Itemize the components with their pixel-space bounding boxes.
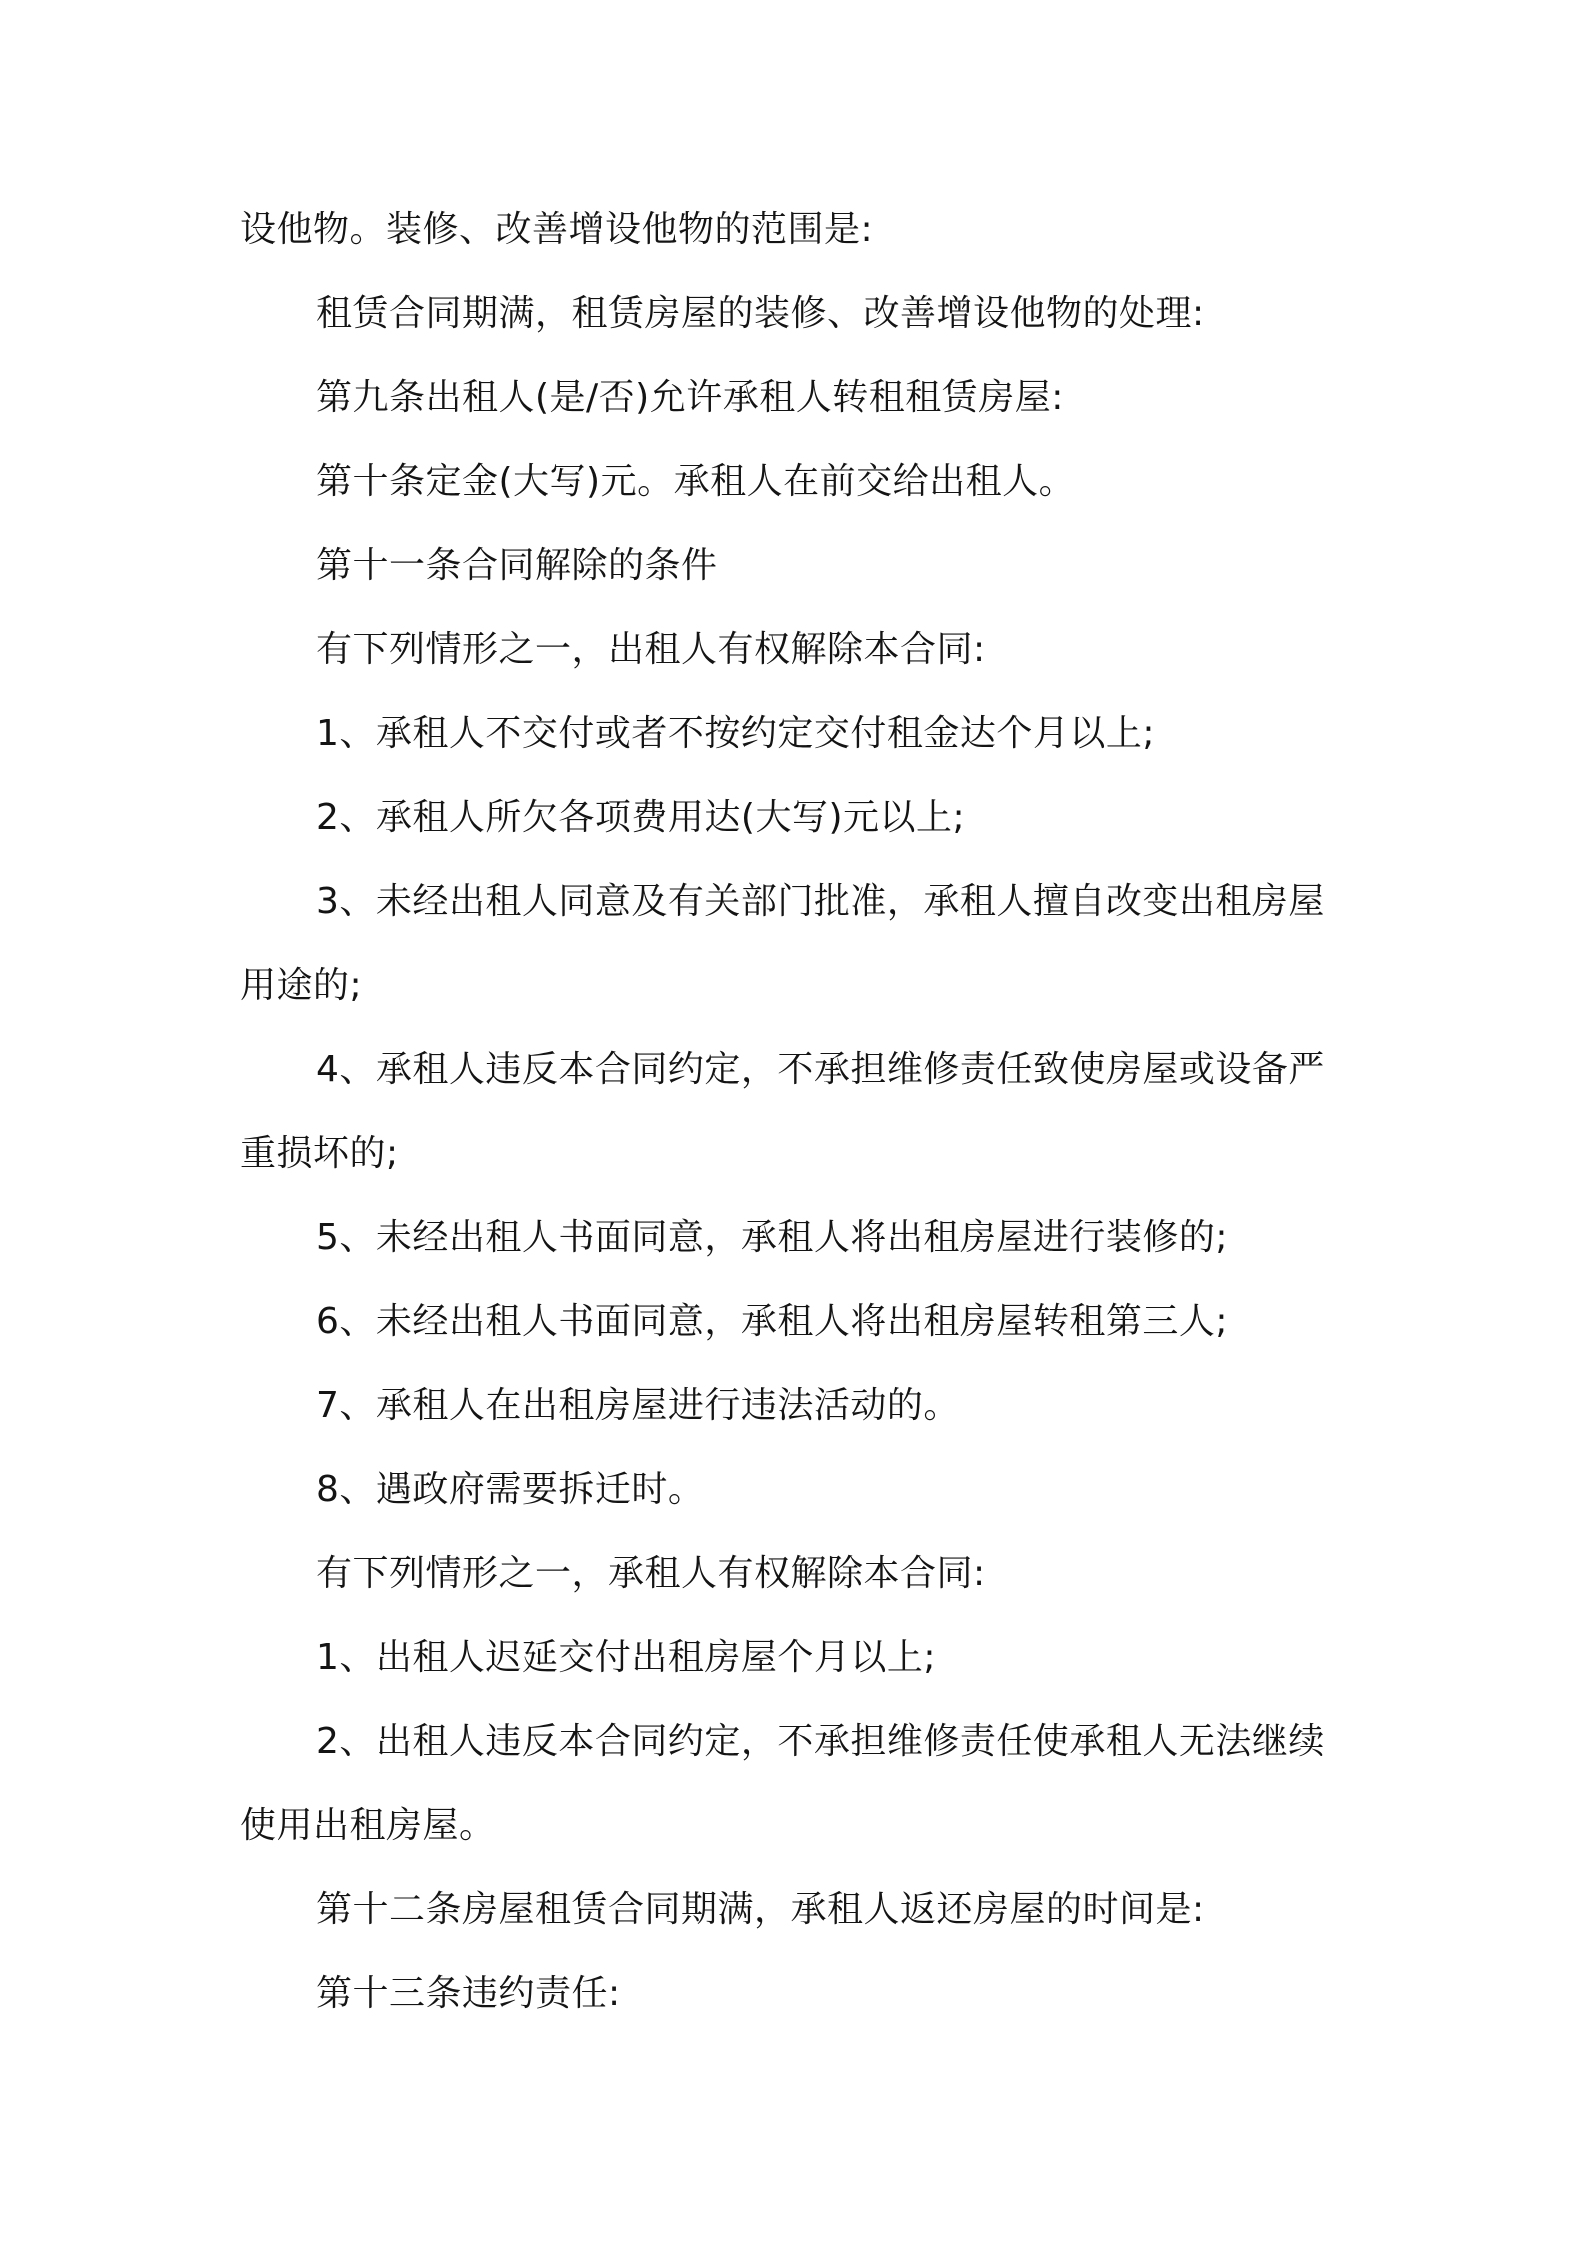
list-item: 7、承租人在出租房屋进行违法活动的。 bbox=[316, 1385, 960, 1426]
text-line: 设他物。装修、改善增设他物的范围是: bbox=[240, 209, 874, 250]
list-item: 6、未经出租人书面同意，承租人将出租房屋转租第三人; bbox=[316, 1301, 1229, 1342]
list-item: 5、未经出租人书面同意，承租人将出租房屋进行装修的; bbox=[316, 1217, 1229, 1258]
list-item-continuation: 重损坏的; bbox=[240, 1133, 399, 1174]
section-heading: 第十二条房屋租赁合同期满，承租人返还房屋的时间是: bbox=[316, 1889, 1205, 1930]
list-item: 1、出租人迟延交付出租房屋个月以上; bbox=[316, 1637, 937, 1678]
text-line: 租赁合同期满，租赁房屋的装修、改善增设他物的处理: bbox=[316, 293, 1205, 334]
section-heading: 第十一条合同解除的条件 bbox=[316, 545, 718, 586]
text-line: 有下列情形之一，出租人有权解除本合同: bbox=[316, 629, 986, 670]
list-item: 8、遇政府需要拆迁时。 bbox=[316, 1469, 705, 1510]
list-item-continuation: 用途的; bbox=[240, 965, 363, 1006]
list-item: 2、出租人违反本合同约定，不承担维修责任使承租人无法继续 bbox=[316, 1721, 1325, 1762]
list-item-continuation: 使用出租房屋。 bbox=[240, 1805, 496, 1846]
text-line: 第十条定金(大写)元。承租人在前交给出租人。 bbox=[316, 461, 1076, 502]
list-item: 1、承租人不交付或者不按约定交付租金达个月以上; bbox=[316, 713, 1156, 754]
section-heading: 第十三条违约责任: bbox=[316, 1973, 621, 2014]
list-item: 4、承租人违反本合同约定，不承担维修责任致使房屋或设备严 bbox=[316, 1049, 1325, 1090]
list-item: 3、未经出租人同意及有关部门批准，承租人擅自改变出租房屋 bbox=[316, 881, 1325, 922]
list-item: 2、承租人所欠各项费用达(大写)元以上; bbox=[316, 797, 966, 838]
text-line: 第九条出租人(是/否)允许承租人转租租赁房屋: bbox=[316, 377, 1064, 418]
text-line: 有下列情形之一，承租人有权解除本合同: bbox=[316, 1553, 986, 1594]
